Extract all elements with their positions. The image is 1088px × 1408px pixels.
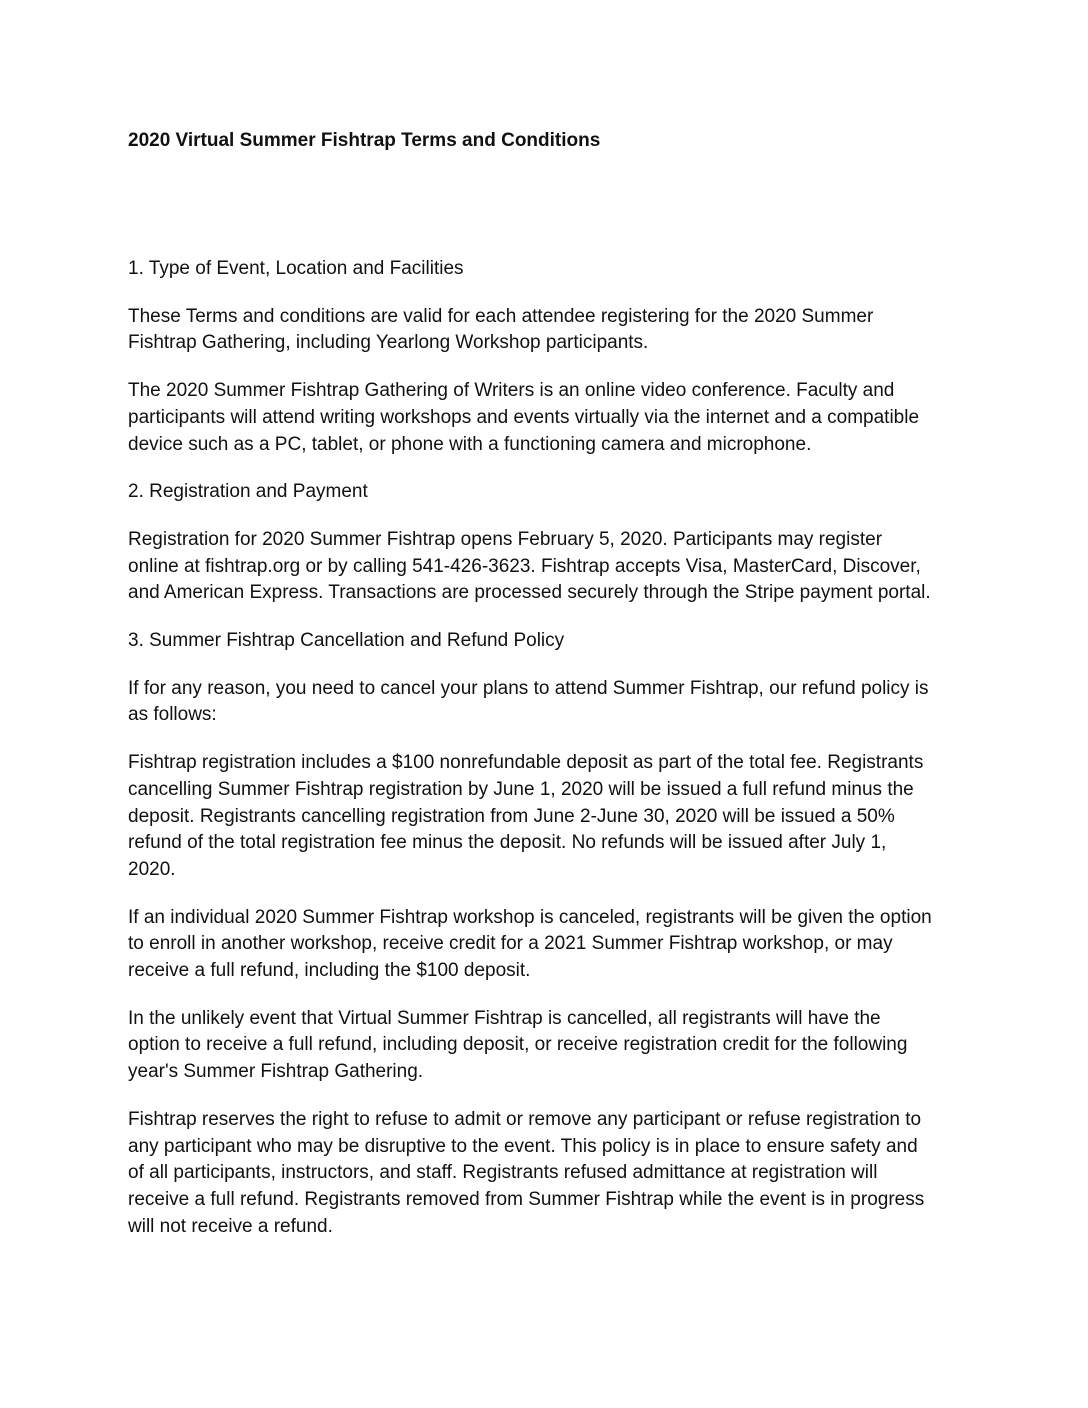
paragraph-event-cancelled: In the unlikely event that Virtual Summer Fishtrap is cancelled, all registrants will have the option to receive a full refund, including deposit, or receive registration credit for the following year's Summer Fishtrap Gathering. bbox=[128, 1007, 908, 1083]
section-heading-registration-payment: 2. Registration and Payment bbox=[128, 481, 368, 503]
paragraph-workshop-canceled: If an individual 2020 Summer Fishtrap workshop is canceled, registrants will be given the option to enroll in another workshop, receive credit for a 2021 Summer Fishtrap workshop, or may receive a full refund, including the $100 deposit. bbox=[128, 906, 932, 982]
paragraph-right-to-refuse: Fishtrap reserves the right to refuse to admit or remove any participant or refuse registration to any participant who may be disruptive to the event. This policy is in place to ensure safety and of all participants, instructors, and staff. Registrants refused admittance at registration will receive a full refund. Registrants removed from Summer Fishtrap while the event is in progress will not receive a refund. bbox=[128, 1108, 925, 1237]
document-title: 2020 Virtual Summer Fishtrap Terms and Conditions bbox=[128, 130, 601, 151]
paragraph-online-conference: The 2020 Summer Fishtrap Gathering of Writers is an online video conference. Faculty and participants will attend writing workshops and events virtually via the internet and a compatible device such as a PC, tablet, or phone with a functioning camera and microphone. bbox=[128, 380, 920, 455]
paragraph-refund-deposit: Fishtrap registration includes a $100 nonrefundable deposit as part of the total fee. Registrants cancelling Summer Fishtrap registration by June 1, 2020 will be issued a full refund minus the deposit. Registrants cancelling registration from June 2-June 30, 2020 will be issued a 50% refund of the total registration fee minus the deposit. No refunds will be issued after July 1, 2020. bbox=[128, 752, 924, 880]
paragraph-terms-validity: These Terms and conditions are valid for each attendee registering for the 2020 Summer Fishtrap Gathering, including Yearlong Workshop participants. bbox=[128, 305, 874, 354]
document-body bbox=[128, 256, 968, 1261]
paragraph-registration-details: Registration for 2020 Summer Fishtrap opens February 5, 2020. Participants may register online at fishtrap.org or by calling 541-426-3623. Fishtrap accepts Visa, MasterCard, Discover, and American Express. Transactions are processed securely through the Stripe payment portal. bbox=[128, 528, 931, 604]
section-heading-cancellation-refund: 3. Summer Fishtrap Cancellation and Refund Policy bbox=[128, 630, 565, 652]
section-heading-type-of-event: 1. Type of Event, Location and Facilities bbox=[128, 258, 464, 279]
paragraph-refund-intro: If for any reason, you need to cancel your plans to attend Summer Fishtrap, our refund policy is as follows: bbox=[128, 677, 929, 726]
